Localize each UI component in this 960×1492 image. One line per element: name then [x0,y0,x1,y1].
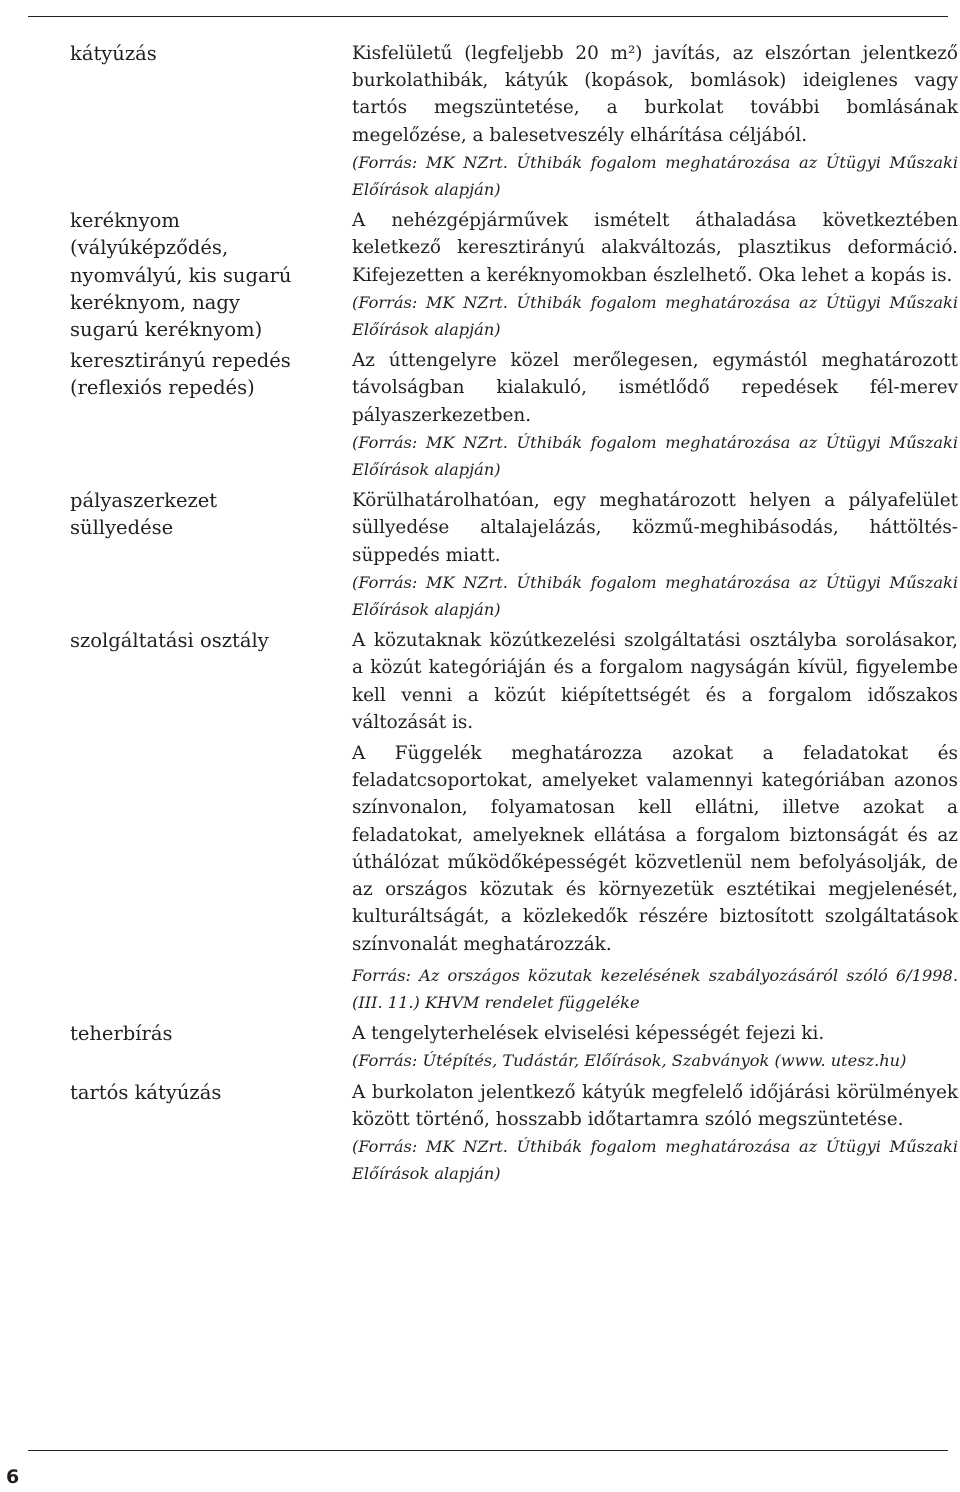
bottom-rule [28,1450,948,1451]
definition-paragraph: A nehézgépjárművek ismételt áthaladása következtében keletkező keresztirányú alakváltozás, plasztikus deformáció. Kifejezetten a keréknyomokban észlelhető. Oka lehet a kopás is. [352,210,958,286]
glossary-definition [352,1079,958,1188]
source-citation: (Forrás: MK NZrt. Úthibák fogalom meghatározása az Útügyi Műszaki Előírások alapján) [352,432,958,480]
glossary-entry-palyaszerkezet-sullyedese [70,487,958,623]
definition-paragraph: A tengelyterhelések elviselési képességét fejezi ki. [352,1023,825,1045]
glossary-entry-tartos-katyuzas [70,1079,958,1188]
source-citation: (Forrás: MK NZrt. Úthibák fogalom meghatározása az Útügyi Műszaki Előírások alapján) [352,292,958,340]
source-citation: Forrás: Az országos közutak kezelésének szabályozásáról szóló 6/1998. (III. 11.) KHVM rendelet függeléke [352,965,958,1012]
definition-paragraph: A közutaknak közútkezelési szolgáltatási osztályba sorolásakor, a közút kategóriáján és a forgalom nagyságán kívül, figyelembe kell venni a közút kiépítettségét és a forgalom időszakos változását is. [352,630,958,733]
glossary-definition [352,207,958,343]
glossary-definition [352,487,958,623]
source-citation: (Forrás: MK NZrt. Úthibák fogalom meghatározása az Útügyi Műszaki Előírások alapján) [352,152,958,200]
glossary-term: keréknyom (vályúképződés, nyomvályú, kis sugarú keréknyom, nagy sugarú keréknyom) [70,209,292,342]
glossary-entry-katyuzas [70,40,958,203]
glossary-entry-szolgaltatasi-osztaly [70,627,958,1016]
glossary-term: teherbírás [70,1022,173,1046]
glossary-entry-keresztiranyu-repedes [70,347,958,483]
glossary-definition [352,627,958,1016]
glossary-entry-kereknyom [70,207,958,343]
glossary-term: tartós kátyúzás [70,1080,222,1104]
definition-paragraph: A burkolaton jelentkező kátyúk megfelelő időjárási körülmények között történő, hosszabb időtartamra szóló megszüntetése. [352,1081,958,1130]
glossary-definition [352,347,958,483]
page-number: 6 [6,1466,20,1488]
glossary [70,40,958,1187]
definition-paragraph: Körülhatárolhatóan, egy meghatározott helyen a pályafelület süllyedése altalajelázás, közmű-meghibásodás, háttöltés-süppedés miatt. [352,490,958,566]
source-citation: (Forrás: Útépítés, Tudástár, Előírások, Szabványok (www. utesz.hu) [352,1051,907,1071]
glossary-term: keresztirányú repedés (reflexiós repedés) [70,349,291,400]
top-rule [28,16,948,17]
glossary-term: kátyúzás [70,42,157,65]
glossary-definition [352,40,958,203]
definition-paragraph: Kisfelületű (legfeljebb 20 m²) javítás, az elszórtan jelentkező burkolathibák, kátyúk (kopások, bomlások) ideiglenes vagy tartós megszüntetése, a burkolat további bomlásának megelőzése, a balesetveszély elhárítása céljából. [352,43,958,146]
definition-paragraph: A Függelék meghatározza azokat a feladatokat és feladatcsoportokat, amelyeket valamennyi kategóriában azonos színvonalon, folyamatosan kell ellátni, illetve azokat a feladatokat, amelyeknek ellátása a forgalom biztonságát és az úthálózat működőképességét közvetlenül nem befolyásolják, de az országos közutak és környezetük esztétikai megjelenését, kulturáltságát, a közlekedők részére biztosított szolgáltatások színvonalát meghatározzák. [352,743,958,955]
source-citation: (Forrás: MK NZrt. Úthibák fogalom meghatározása az Útügyi Műszaki Előírások alapján) [352,1136,958,1184]
glossary-term: szolgáltatási osztály [70,629,269,653]
glossary-entry-teherbiras [70,1020,958,1074]
glossary-definition [352,1020,958,1074]
source-citation: (Forrás: MK NZrt. Úthibák fogalom meghatározása az Útügyi Műszaki Előírások alapján) [352,572,958,620]
definition-paragraph: Az úttengelyre közel merőlegesen, egymástól meghatározott távolságban kialakuló, ismétlődő repedések fél-merev pályaszerkezetben. [352,350,958,426]
glossary-term: pályaszerkezet süllyedése [70,489,218,540]
